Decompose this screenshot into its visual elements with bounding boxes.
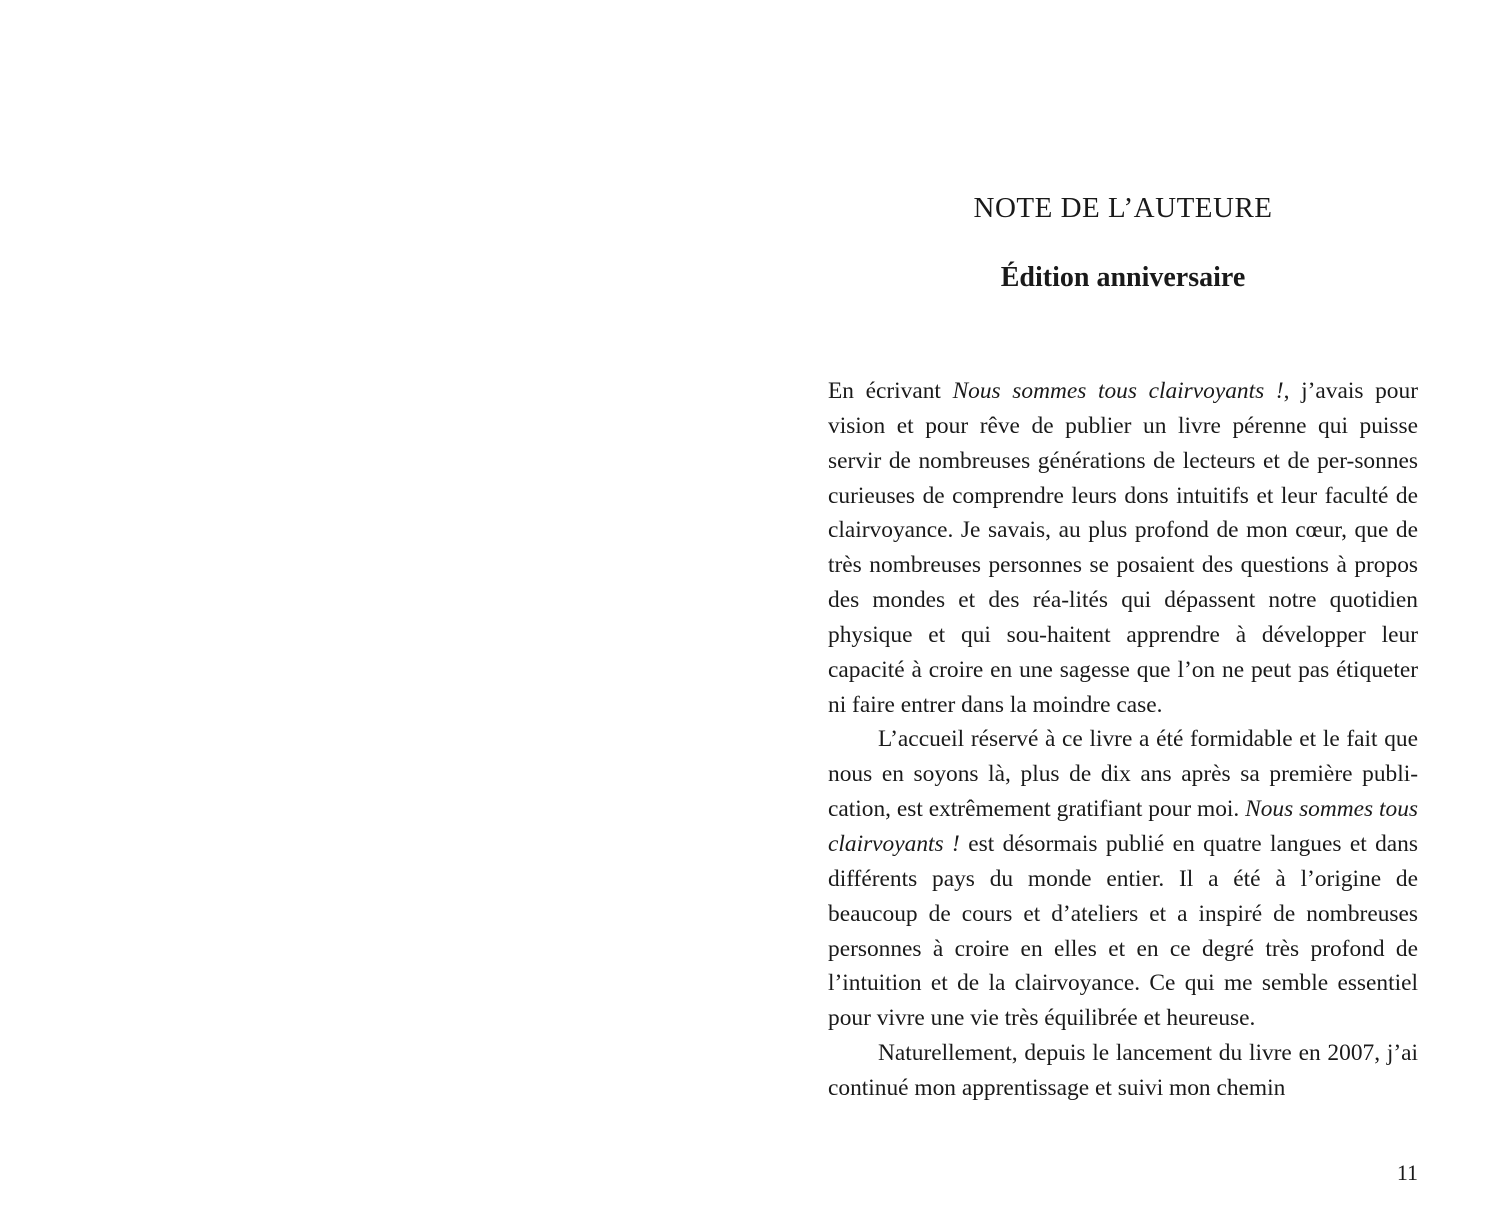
page-number: 11	[1396, 1160, 1418, 1185]
body-text	[828, 374, 1418, 1106]
book-title-italic: Nous sommes tous clairvoyants !	[952, 378, 1284, 404]
paragraph-3	[828, 1036, 1418, 1106]
chapter-title: NOTE DE L’AUTEURE	[973, 192, 1273, 224]
paragraph-1	[828, 374, 1418, 722]
paragraph-text: est désormais publié en quatre langues et dans différents pays du monde entier. Il a été à l’origine de beaucoup de cours et d’ateliers et a inspiré de nombreuses personnes à croire en elles et en ce degré très profond de l’intuition et de la clairvoyance. Ce qui me semble essentiel pour vivre une vie très équilibrée et heureuse.	[828, 830, 1418, 1032]
paragraph-text: L’accueil réservé à ce livre a été formidable et le fait que nous en soyons là, plus de dix ans après sa première publi-cation, est extrêmement gratifiant pour moi.	[828, 726, 1418, 823]
paragraph-2	[828, 722, 1418, 1036]
paragraph-text: En écrivant	[828, 378, 953, 404]
chapter-subtitle: Édition anniversaire	[1000, 262, 1246, 293]
book-title-italic: Nous sommes tous clairvoyants !	[828, 796, 1418, 857]
paragraph-text: , j’avais pour vision et pour rêve de publier un livre pérenne qui puisse servir de nombreuses générations de lecteurs et de per-sonnes curieuses de comprendre leurs dons intuitifs et leur faculté de clairvoyance. Je savais, au plus profond de mon cœur, que de très nombreuses personnes se posaient des questions à propos des mondes et des réa-lités qui dépassent notre quotidien physique et qui sou-haitent apprendre à développer leur capacité à croire en une sagesse que l’on ne peut pas étiqueter ni faire entrer dans la moindre case.	[828, 378, 1418, 718]
paragraph-text: Naturellement, depuis le lancement du livre en 2007, j’ai continué mon apprentissage et suivi mon chemin	[828, 1040, 1418, 1101]
